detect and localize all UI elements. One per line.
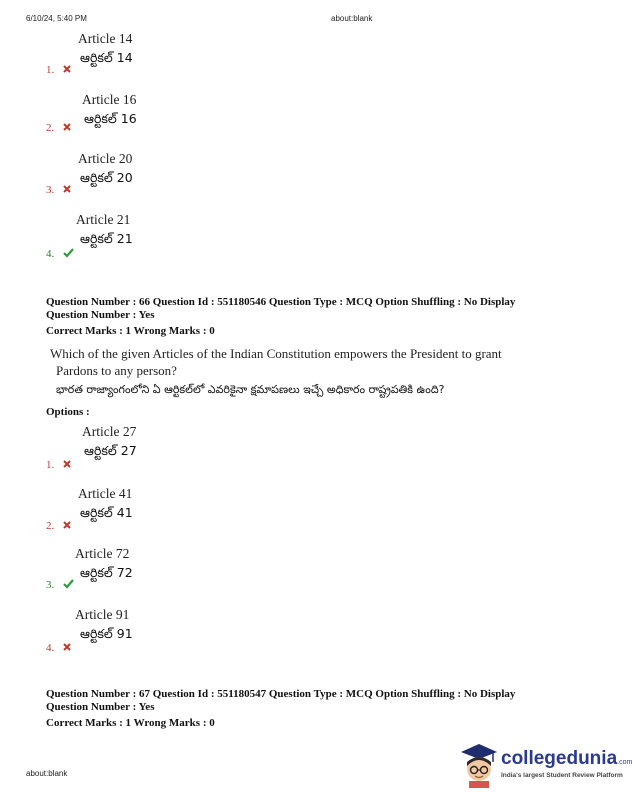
option-marker [46,453,71,472]
option-text-te: ఆర్టికల్ 91 [80,626,133,641]
option-text-en: Article 20 [78,151,133,166]
option-number: 4. [46,642,55,654]
logo-suffix: .com [617,759,632,766]
option-number: 2. [46,122,55,134]
option-text-te: ఆర్టికల్ 14 [80,50,133,65]
wrong-icon [63,123,71,131]
option-marker [46,116,71,135]
logo-name: collegedunia [501,748,618,769]
question-marks: Correct Marks : 1 Wrong Marks : 0 [46,325,215,337]
option-text-te: ఆర్టికల్ 72 [80,565,133,580]
option-text-en: Article 14 [78,31,133,46]
option-marker [46,178,71,197]
option-number: 1. [46,64,55,76]
question-text-en: Which of the given Articles of the Indian Constitution empowers the President to grant [50,346,502,361]
option-text-en: Article 72 [75,546,130,561]
question-info: Question Number : 66 Question Id : 551180546 Question Type : MCQ Option Shuffling : No Display [46,296,516,308]
option-text-en: Article 27 [82,424,137,439]
question-text-en-cont: Pardons to any person? [56,363,177,378]
option-text-en: Article 16 [82,92,137,107]
print-datetime: 6/10/24, 5:40 PM [26,14,87,23]
option-marker [46,636,71,655]
question-display: Question Number : Yes [46,701,155,713]
footer-url: about:blank [26,769,68,778]
question-text-te: భారత రాజ్యాంగంలోని ఏ ఆర్టికల్‌లో ఎవరికైనా క్షమాపణలు ఇచ్చే అధికారం రాష్ట్రపతికి ఉంది? [56,383,445,396]
option-number: 1. [46,459,55,471]
print-url: about:blank [331,14,373,23]
collegedunia-logo [459,742,632,788]
options-label: Options : [46,406,90,418]
question-marks: Correct Marks : 1 Wrong Marks : 0 [46,717,215,729]
option-number: 4. [46,248,55,260]
check-icon [63,248,74,257]
option-text-te: ఆర్టికల్ 27 [84,443,137,458]
option-text-te: ఆర్టికల్ 20 [80,170,133,185]
option-marker [46,573,74,592]
option-text-en: Article 21 [76,212,131,227]
wrong-icon [63,185,71,193]
option-text-en: Article 41 [78,486,133,501]
option-text-en: Article 91 [75,607,130,622]
wrong-icon [63,65,71,73]
option-number: 2. [46,520,55,532]
question-display: Question Number : Yes [46,309,155,321]
question-info: Question Number : 67 Question Id : 551180547 Question Type : MCQ Option Shuffling : No Display [46,688,516,700]
student-avatar-icon [459,742,499,788]
option-text-te: ఆర్టికల్ 16 [84,111,137,126]
wrong-icon [63,460,71,468]
check-icon [63,579,74,588]
option-marker [46,514,71,533]
wrong-icon [63,643,71,651]
option-marker [46,58,71,77]
option-text-te: ఆర్టికల్ 41 [80,505,133,520]
wrong-icon [63,521,71,529]
option-marker [46,242,74,261]
option-text-te: ఆర్టికల్ 21 [80,231,133,246]
option-number: 3. [46,184,55,196]
option-number: 3. [46,579,55,591]
logo-tagline: India's largest Student Review Platform [501,772,623,779]
